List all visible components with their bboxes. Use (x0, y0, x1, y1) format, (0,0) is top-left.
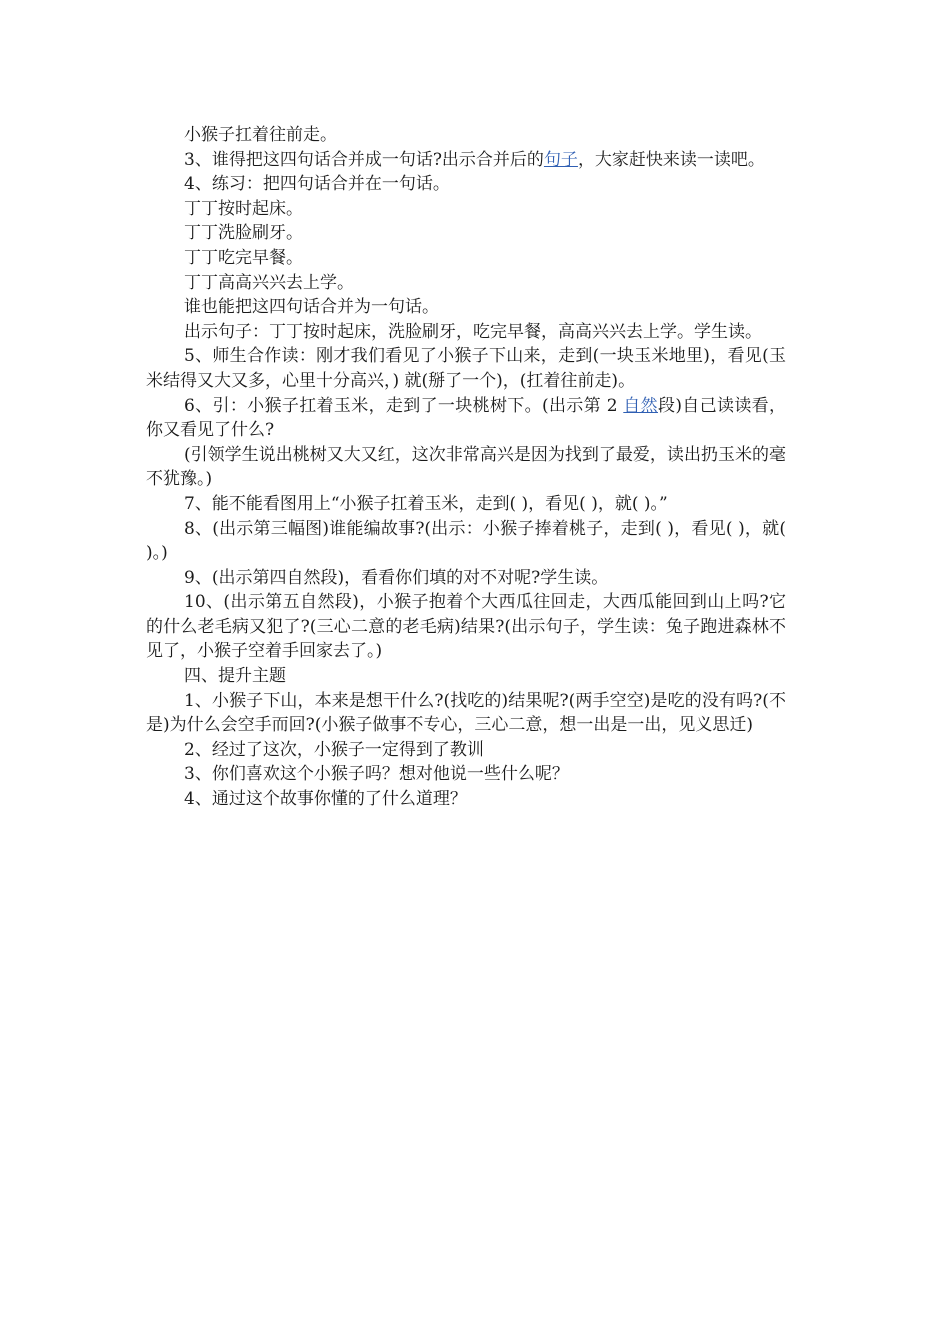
paragraph: 丁丁高高兴兴去上学。 (184, 272, 354, 293)
paragraph: 小猴子扛着往前走。 (184, 125, 337, 145)
document-body (146, 123, 786, 812)
paragraph: 3、你们喜欢这个小猴子吗？想对他说一些什么呢？ (184, 764, 569, 785)
paragraph-text: 6、引：小猴子扛着玉米，走到了一块桃树下。(出示第 2 (184, 395, 624, 416)
sentence-link[interactable]: 句子 (543, 149, 578, 170)
paragraph-text: 3、谁得把这四句话合并成一句话?出示合并后的 (184, 149, 544, 170)
paragraph: 丁丁洗脸刷牙。 (184, 223, 303, 244)
paragraph (146, 394, 786, 443)
paragraph: 丁丁吃完早餐。 (184, 247, 303, 268)
paragraph: 4、练习：把四句话合并在一句话。 (184, 174, 450, 195)
paragraph: 9、(出示第四自然段)，看看你们填的对不对呢?学生读。 (184, 567, 609, 588)
paragraph: 1、小猴子下山，本来是想干什么?(找吃的)结果呢?(两手空空)是吃的没有吗?(不是)为什么会空手而回?(小猴子做事不专心，三心二意，想一出是一出，见义思迁) (146, 690, 786, 736)
paragraph: 7、能不能看图用上“小猴子扛着玉米，走到( )，看见( )，就( )。” (184, 493, 668, 514)
paragraph: 5、师生合作读：刚才我们看见了小猴子下山来，走到(一块玉米地里)，看见(玉米结得又大又多，心里十分高兴，) 就(掰了一个)，(扛着往前走)。 (146, 346, 786, 391)
paragraph: 丁丁按时起床。 (184, 198, 303, 219)
paragraph: 4、通过这个故事你懂的了什么道理？ (184, 789, 467, 810)
paragraph (146, 148, 786, 173)
natural-link[interactable]: 自然 (623, 395, 658, 416)
paragraph-text: 段)自己读读看，你又看见了什么? (146, 395, 787, 441)
paragraph: 10、(出示第五自然段)，小猴子抱着个大西瓜往回走，大西瓜能回到山上吗?它的什么老毛病又犯了?(三心二意的老毛病)结果?(出示句子，学生读：兔子跑进森林不见了，小猴子空着手回家去了。) (146, 592, 786, 662)
paragraph: 谁也能把这四句话合并为一句话。 (184, 297, 439, 318)
paragraph: 8、(出示第三幅图)谁能编故事?(出示：小猴子捧着桃子，走到( )，看见( )，就( )。) (146, 518, 786, 564)
paragraph-text: ，大家赶快来读一读吧。 (577, 149, 765, 170)
paragraph: 出示句子：丁丁按时起床，洗脸刷牙，吃完早餐，高高兴兴去上学。学生读。 (184, 321, 762, 342)
section-heading: 四、提升主题 (184, 666, 286, 687)
paragraph: (引领学生说出桃树又大又红，这次非常高兴是因为找到了最爱，读出扔玉米的毫不犹豫。) (146, 444, 786, 490)
paragraph: 2、经过了这次，小猴子一定得到了教训 (184, 739, 484, 760)
